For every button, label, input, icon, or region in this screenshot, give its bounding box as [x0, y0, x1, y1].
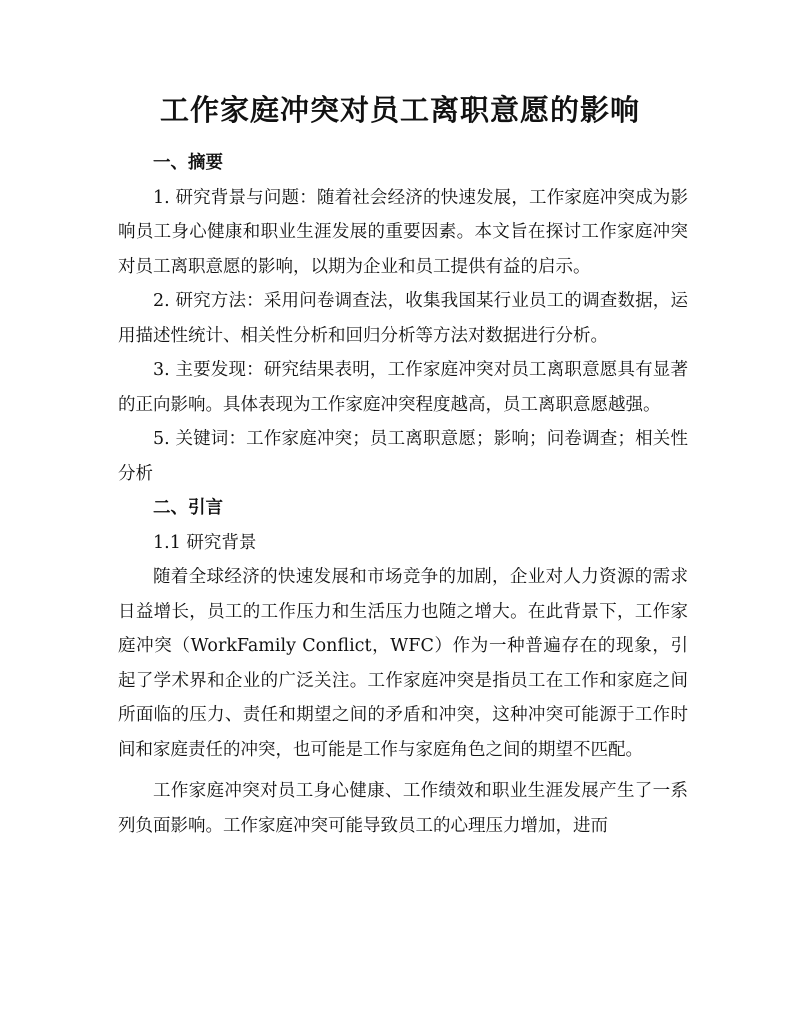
abstract-item: 5. 关键词：工作家庭冲突；员工离职意愿；影响；问卷调查；相关性分析 — [118, 429, 688, 484]
abstract-item: 3. 主要发现：研究结果表明，工作家庭冲突对员工离职意愿具有显著的正向影响。具体表现为工作家庭冲突程度越高，员工离职意愿越强。 — [118, 360, 688, 415]
page-title: 工作家庭冲突对员工离职意愿的影响 — [159, 93, 640, 127]
abstract-item: 2. 研究方法：采用问卷调查法，收集我国某行业员工的调查数据，运用描述性统计、相关性分析和回归分析等方法对数据进行分析。 — [118, 291, 688, 346]
introduction-heading: 二、引言 — [153, 498, 223, 518]
introduction-subheading: 1.1 研究背景 — [153, 532, 257, 553]
abstract-item: 1. 研究背景与问题：随着社会经济的快速发展，工作家庭冲突成为影响员工身心健康和职业生涯发展的重要因素。本文旨在探讨工作家庭冲突对员工离职意愿的影响，以期为企业和员工提供有益的启示。 — [118, 187, 688, 277]
introduction-paragraph: 随着全球经济的快速发展和市场竞争的加剧，企业对人力资源的需求日益增长，员工的工作压力和生活压力也随之增大。在此背景下，工作家庭冲突（WorkFamily Conflict，WFC）作为一种普遍存在的现象，引起了学术界和企业的广泛关注。工作家庭冲突是指员工在工作和家庭之间所面临的压力、责任和期望之间的矛盾和冲突，这种冲突可能源于工作时间和家庭责任的冲突，也可能是工作与家庭角色之间的期望不匹配。 — [118, 567, 688, 760]
introduction-paragraph: 工作家庭冲突对员工身心健康、工作绩效和职业生涯发展产生了一系列负面影响。工作家庭冲突可能导致员工的心理压力增加，进而 — [118, 781, 688, 836]
document-body — [118, 146, 688, 843]
abstract-heading: 一、摘要 — [153, 153, 223, 173]
